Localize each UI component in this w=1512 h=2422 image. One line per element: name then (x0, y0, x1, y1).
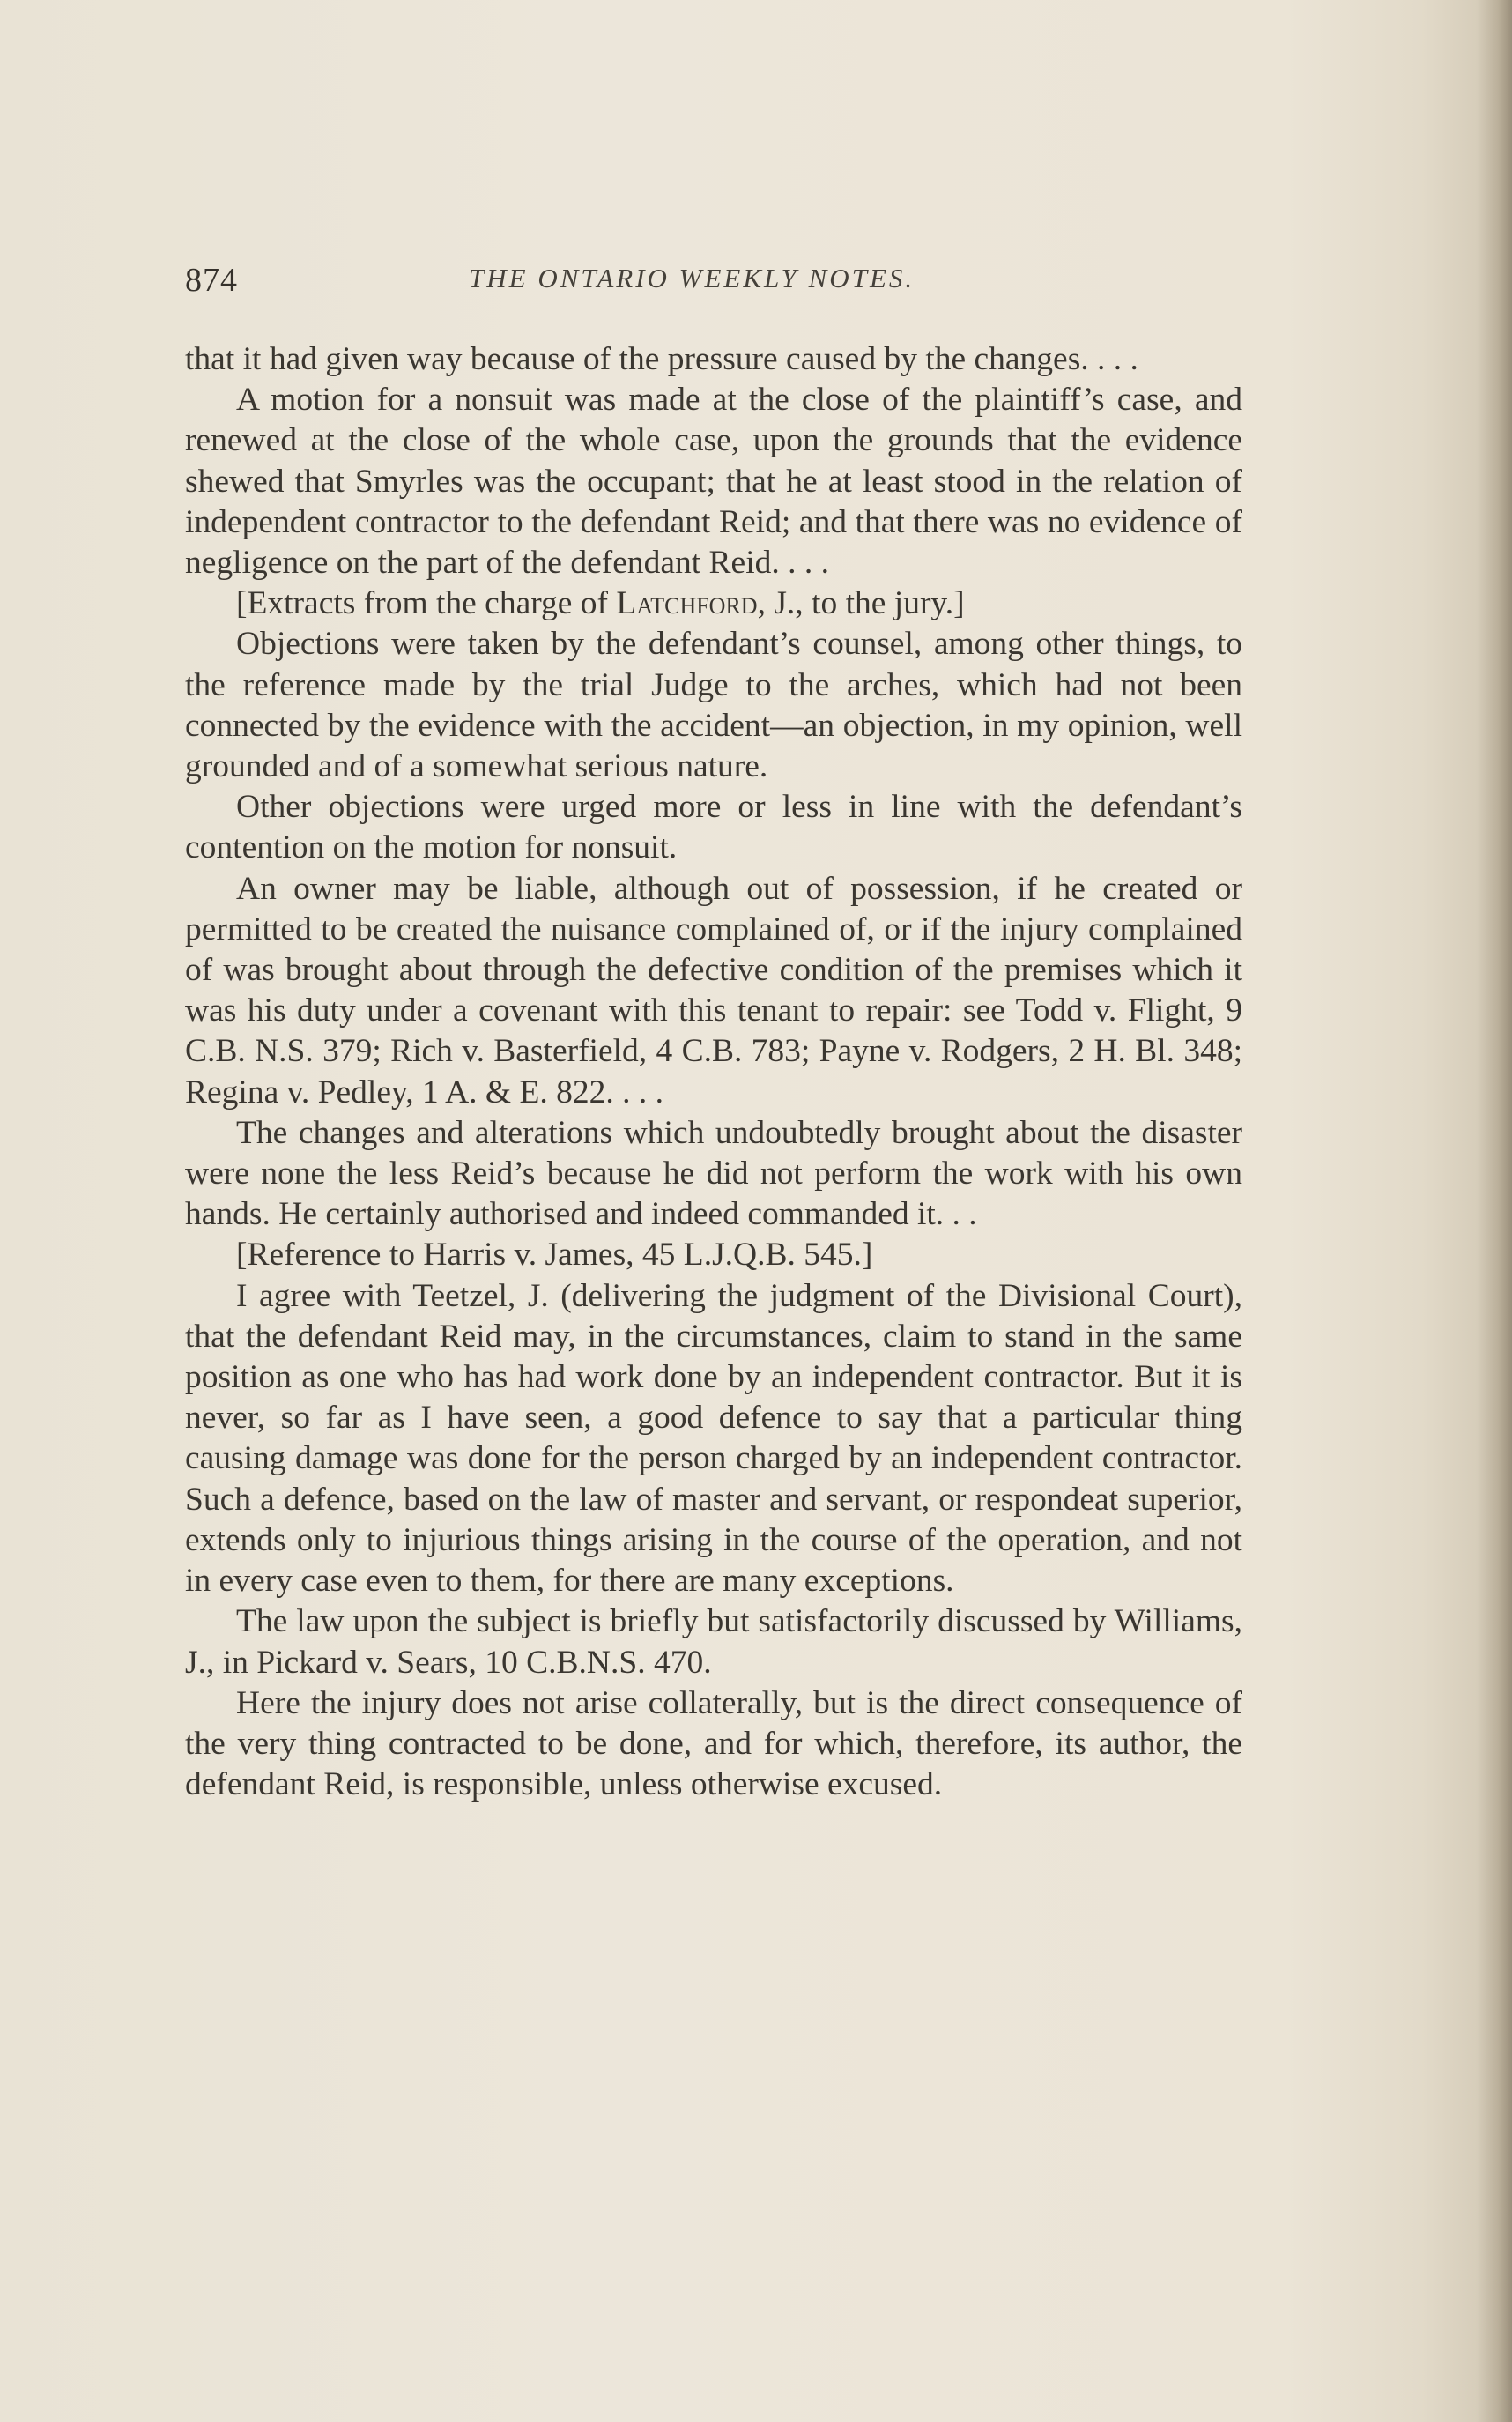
paragraph-4: Objections were taken by the defendant’s counsel, among other things, to the reference made by the trial Judge to the arches, which had not been connected by the evidence with the accident—an objection, in my opinion, well grounded and of a somewhat serious nature. (185, 626, 1242, 785)
paragraph-2: A motion for a nonsuit was made at the close of the plaintiff’s case, and renewed at the close of the whole case, upon the grounds that the evidence shewed that Smyrles was the occupant; that he at least stood in the relation of independent contractor to the defendant Reid; and that there was no evidence of negligence on the part of the defendant Reid. . . . (185, 382, 1242, 582)
running-head: THE ONTARIO WEEKLY NOTES. (469, 263, 915, 293)
paragraph-7: The changes and alterations which undoubtedly brought about the disaster were none the less Reid’s because he did not perform the work with his own hands. He certainly authorised and indeed commanded it. . . (185, 1114, 1242, 1233)
paragraph-3 (185, 583, 1242, 624)
paragraph-5: Other objections were urged more or less in line with the defendant’s contention on the motion for nonsuit. (185, 789, 1242, 866)
paragraph-3-lead: [Extracts from the charge of (236, 585, 617, 622)
page-header (185, 261, 1242, 305)
body-text (185, 339, 1242, 1805)
judge-name: Latchford (616, 585, 758, 622)
paragraph-11: Here the injury does not arise collaterally, but is the direct consequence of the very thing contracted to be done, and for which, therefore, its author, the defendant Reid, is responsible, unless otherwise excused. (185, 1684, 1242, 1803)
paragraph-8: [Reference to Harris v. James, 45 L.J.Q.B. 545.] (236, 1237, 873, 1274)
paragraph-3-tail: , J., to the jury.] (757, 585, 965, 622)
page-number: 874 (185, 262, 238, 299)
page-binding-shadow (1477, 0, 1512, 2422)
paragraph-9: I agree with Teetzel, J. (delivering the judgment of the Divisional Court), that the defendant Reid may, in the circumstances, claim to stand in the same position as one who has had work done by an independent contractor. But it is never, so far as I have seen, a good defence to say that a particular thing causing damage was done for the person charged by an independent contractor. Such a defence, based on the law of master and servant, or respondeat superior, extends only to injurious things arising in the course of the operation, and not in every case even to them, for there are many exceptions. (185, 1277, 1242, 1600)
paragraph-6: An owner may be liable, although out of possession, if he created or permitted to be created the nuisance complained of, or if the injury complained of was brought about through the defective condition of the premises which it was his duty under a covenant with this tenant to repair: see Todd v. Flight, 9 C.B. N.S. 379; Rich v. Basterfield, 4 C.B. 783; Payne v. Rodgers, 2 H. Bl. 348; Regina v. Pedley, 1 A. & E. 822. . . . (185, 870, 1242, 1111)
paragraph-1: that it had given way because of the pressure caused by the changes. . . . (185, 341, 1138, 377)
paragraph-10: The law upon the subject is briefly but satisfactorily discussed by Williams, J., in Pickard v. Sears, 10 C.B.N.S. 470. (185, 1603, 1242, 1681)
